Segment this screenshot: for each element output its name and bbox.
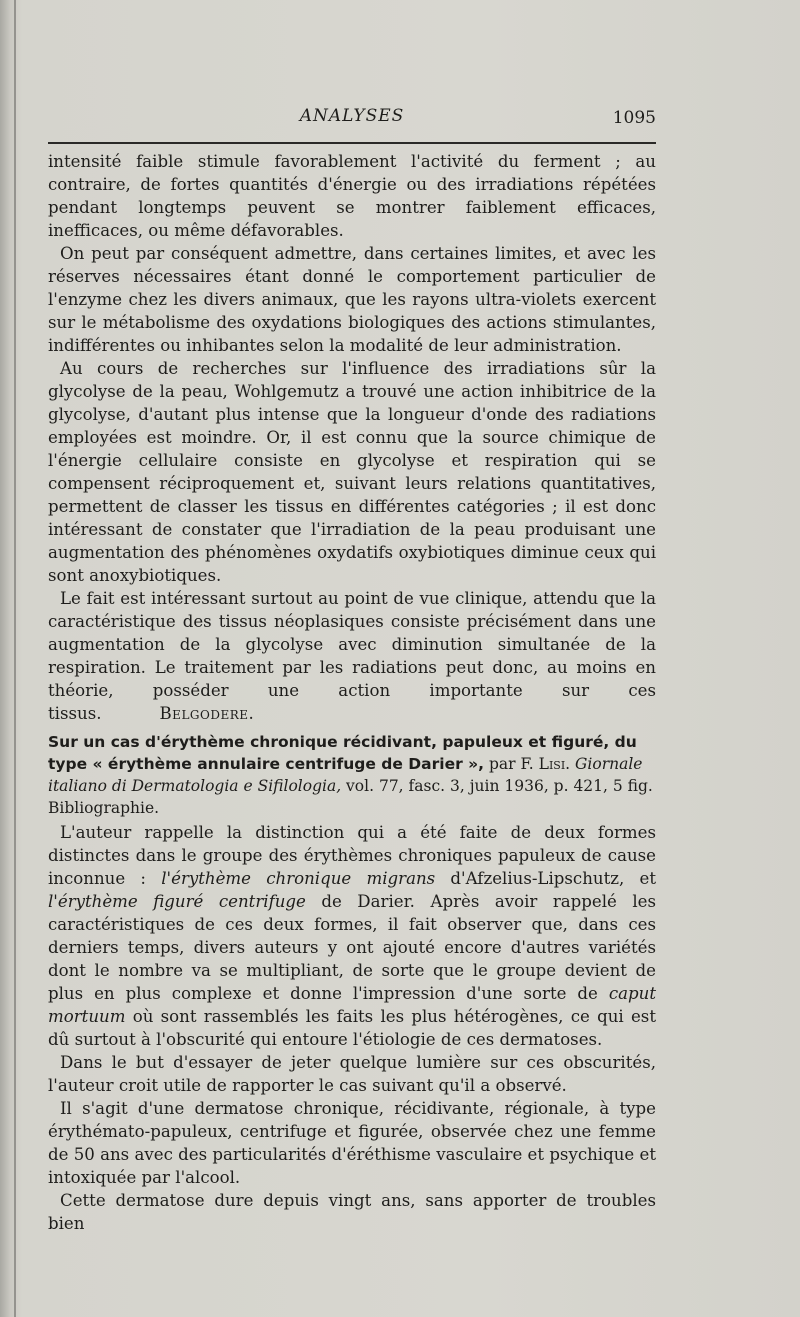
paragraph: Au cours de recherches sur l'influence des irradiations sûr la glycolyse de la peau, Wohlgemutz a trouvé une action inhibitrice de la glycolyse, d'autant plus intense que la longueur d'onde des radiations employées est moindre. Or, il est connu que la source chimique de l'énergie cellulaire consiste en glycolyse et respiration qui se compensent réciproquement et, suivant leurs relations quantitatives, permettent de classer les tissus en différentes catégories ; il est donc intéressant de constater que l'irradiation de la peau produisant une augmentation des phénomènes oxydatifs oxybiotiques diminue ceux qui sont anoxybiotiques. — [48, 359, 656, 585]
page-body — [48, 150, 656, 1235]
running-title: ANALYSES — [299, 106, 405, 126]
paragraph-text: Le fait est intéressant surtout au point de vue clinique, attendu que la caractéristique des tissus néoplasiques consiste précisément dans une augmentation de la glycolyse avec diminution simultanée de la respiration. Le traitement par les radiations peut donc, au moins en théorie, posséder une action importante sur ces tissus. — [48, 589, 656, 723]
header-rule — [48, 142, 656, 144]
paragraph: On peut par conséquent admettre, dans certaines limites, et avec les réserves nécessaires étant donné le comportement particulier de l'enzyme chez les divers animaux, que les rayons ultra-violets exercent sur le métabolisme des oxydations biologiques des actions stimulantes, indifférentes ou inhibantes selon la modalité de leur administration. — [48, 244, 656, 355]
text-run: où sont rassemblés les faits les plus hétérogènes, ce qui est dû surtout à l'obscurité qui entoure l'étiologie de ces dermatoses. — [48, 1007, 656, 1049]
paragraph-continued: intensité faible stimule favorablement l'activité du ferment ; au contraire, de fortes quantités d'énergie ou des irradiations répétées pendant longtemps peuvent se montrer faiblement efficaces, inefficaces, ou même défavorables. — [48, 152, 656, 240]
text-run: de Darier. Après avoir rappelé les caractéristiques de ces deux formes, il fait observer que, dans ces derniers temps, divers auteurs y ont ajouté encore d'autres variétés dont le nombre va se multipliant, de sorte que le groupe devient de plus en plus complexe et donne l'impression d'une sorte de — [48, 892, 657, 1003]
binding-edge — [14, 0, 16, 1317]
article-reference: vol. 77, fasc. 3, juin 1936, p. 421, 5 fig. Bibliographie. — [48, 777, 653, 817]
paragraph — [48, 821, 656, 1051]
text-run: d'Afzelius-Lipschutz, et — [435, 869, 656, 888]
paragraph: Cette dermatose dure depuis vingt ans, sans apporter de troubles bien — [48, 1191, 656, 1233]
article-ref-par: par F. — [484, 755, 539, 773]
page-number: 1095 — [612, 108, 656, 128]
italic-term: l'érythème chronique migrans — [161, 869, 436, 888]
reviewer-signature: Belgodere. — [159, 704, 255, 723]
paragraph — [48, 587, 656, 725]
article-journal: Giornale italiano di Dermatologia e Sifilologia, — [48, 755, 643, 795]
article-author: Lisi. — [538, 755, 571, 773]
text-run: L'auteur rappelle la distinction qui a été faite de deux formes distinctes dans le groupe des érythèmes chroniques papuleux de cause inconnue : — [48, 823, 656, 888]
paragraph: Dans le but d'essayer de jeter quelque lumière sur ces obscurités, l'auteur croit utile de rapporter le cas suivant qu'il a observé. — [48, 1053, 656, 1095]
article-title: Sur un cas d'érythème chronique récidivant, papuleux et figuré, du type « érythème annulaire centrifuge de Darier », — [48, 733, 637, 773]
italic-term: caput mortuum — [48, 984, 656, 1026]
page-header — [48, 106, 656, 136]
paragraph: Il s'agit d'une dermatose chronique, récidivante, régionale, à type érythémato-papuleux, centrifuge et figurée, observée chez une femme de 50 ans avec des particularités d'éréthisme vasculaire et psychique et intoxiquée par l'alcool. — [48, 1099, 657, 1187]
italic-term: l'érythème figuré centrifuge — [48, 892, 306, 911]
article-heading — [48, 731, 656, 819]
